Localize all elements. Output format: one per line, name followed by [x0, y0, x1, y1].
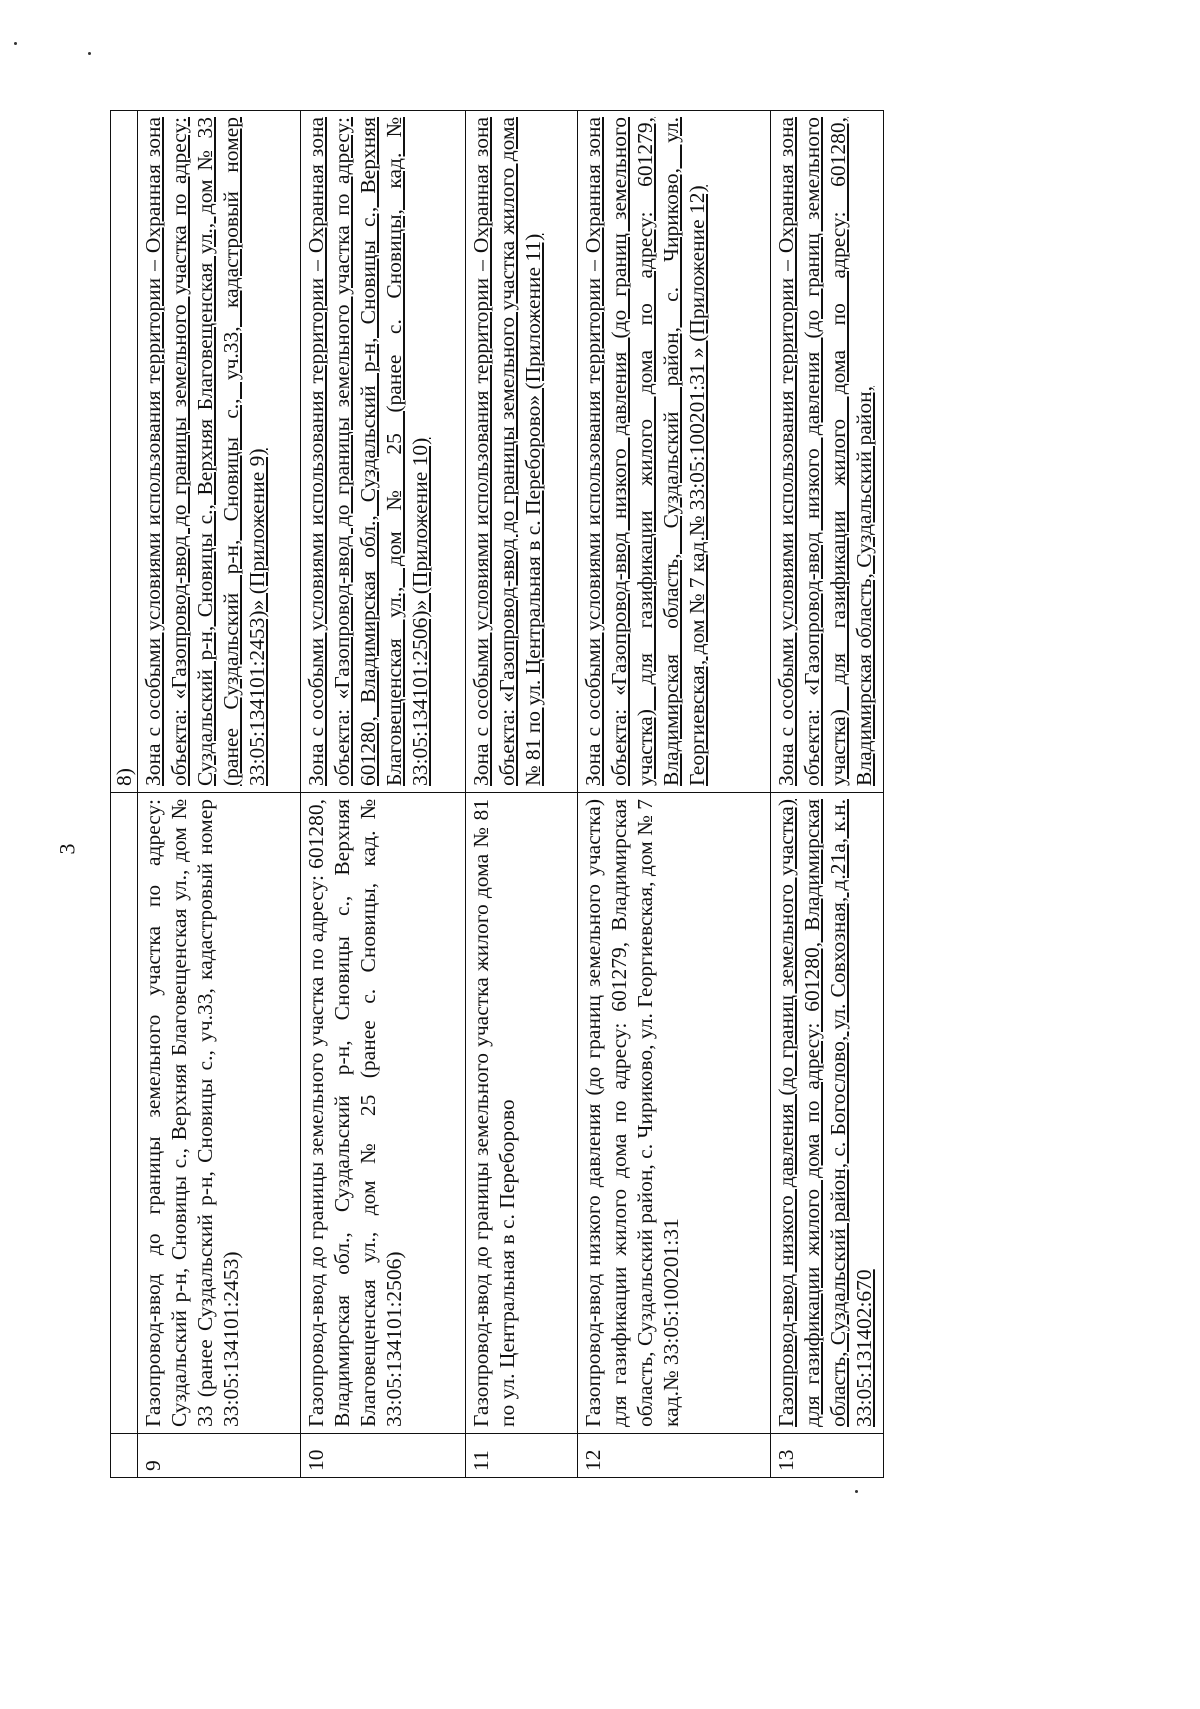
zone-cell: Зона с особыми условиями использования территории – Охранная зона объекта: «Газопровод-ввод до границы земельного участка жилого дома № 81 по ул. Центральная в с. Переборово» (Приложение 11): [466, 111, 578, 793]
header-cell-num: [111, 1434, 138, 1478]
zone-cell: Зона с особыми условиями использования территории – Охранная зона объекта: «Газопровод-ввод до границы земельного участка по адресу: Суздальский р-н, Сновицы с., Верхняя Благовещенская ул., дом № 33 (ранее Суздальский р-н, Сновицы с., уч.33, кадастровый номер 33:05:134101:2453)» (Приложение 9): [138, 111, 301, 793]
row-number: 13: [771, 1434, 884, 1478]
zones-table: [110, 110, 884, 1478]
row-number: 11: [466, 1434, 578, 1478]
table-row: [301, 111, 466, 1478]
row-number: 10: [301, 1434, 466, 1478]
table-row: [466, 111, 578, 1478]
zone-cell: Зона с особыми условиями использования территории – Охранная зона объекта: «Газопровод-ввод низкого давления (до границ земельного участка) для газификации жилого дома по адресу: 601280, Владимирская область, Суздальский район,: [771, 111, 884, 793]
object-cell: Газопровод-ввод до границы земельного участка жилого дома № 81 по ул. Центральная в с. Переборово: [466, 793, 578, 1434]
scan-speck: [88, 52, 91, 55]
object-cell: Газопровод-ввод до границы земельного участка по адресу: Суздальский р-н, Сновицы с., Верхняя Благовещенская ул., дом № 33 (ранее Суздальский р-н, Сновицы с., уч.33, кадастровый номер 33:05:134101:2453): [138, 793, 301, 1434]
rotated-table-container: [110, 111, 1068, 1478]
table-row: [138, 111, 301, 1478]
header-cell-zone: 8): [111, 111, 138, 793]
scan-speck: [855, 1490, 858, 1493]
zone-cell: Зона с особыми условиями использования территории – Охранная зона объекта: «Газопровод-ввод до границы земельного участка по адресу: 601280, Владимирская обл., Суздальский р-н, Сновицы с., Верхняя Благовещенская ул., дом № 25 (ранее с. Сновицы, кад.№ 33:05:134101:2506)» (Приложение 10): [301, 111, 466, 793]
row-number: 9: [138, 1434, 301, 1478]
object-cell: Газопровод-ввод низкого давления (до границ земельного участка) для газификации жилого дома по адресу: 601280, Владимирская область, Суздальский район, с. Богослово, ул. Совхозная, д.21а, к.н. 33:05:131402:670: [771, 793, 884, 1434]
object-cell: Газопровод-ввод низкого давления (до границ земельного участка) для газификации жилого дома по адресу: 601279, Владимирская область, Суздальский район, с. Чириково, ул. Георгиевская, дом № 7 кад.№ 33:05:100201:31: [578, 793, 771, 1434]
table-row: [578, 111, 771, 1478]
row-number: 12: [578, 1434, 771, 1478]
table-header-row: [111, 111, 138, 1478]
page-number: 3: [54, 843, 80, 855]
table-row: [771, 111, 884, 1478]
zone-cell: Зона с особыми условиями использования территории – Охранная зона объекта: «Газопровод-ввод низкого давления (до границ земельного участка) для газификации жилого дома по адресу: 601279, Владимирская область, Суздальский район, с. Чириково, ул. Георгиевская, дом № 7 кад.№ 33:05:100201:31 » (Приложение 12): [578, 111, 771, 793]
header-cell-object: [111, 793, 138, 1434]
object-cell: Газопровод-ввод до границы земельного участка по адресу: 601280, Владимирская обл., Суздальский р-н, Сновицы с., Верхняя Благовещенская ул., дом № 25 (ранее с. Сновицы, кад.№ 33:05:134101:2506): [301, 793, 466, 1434]
scan-speck: [14, 42, 17, 45]
